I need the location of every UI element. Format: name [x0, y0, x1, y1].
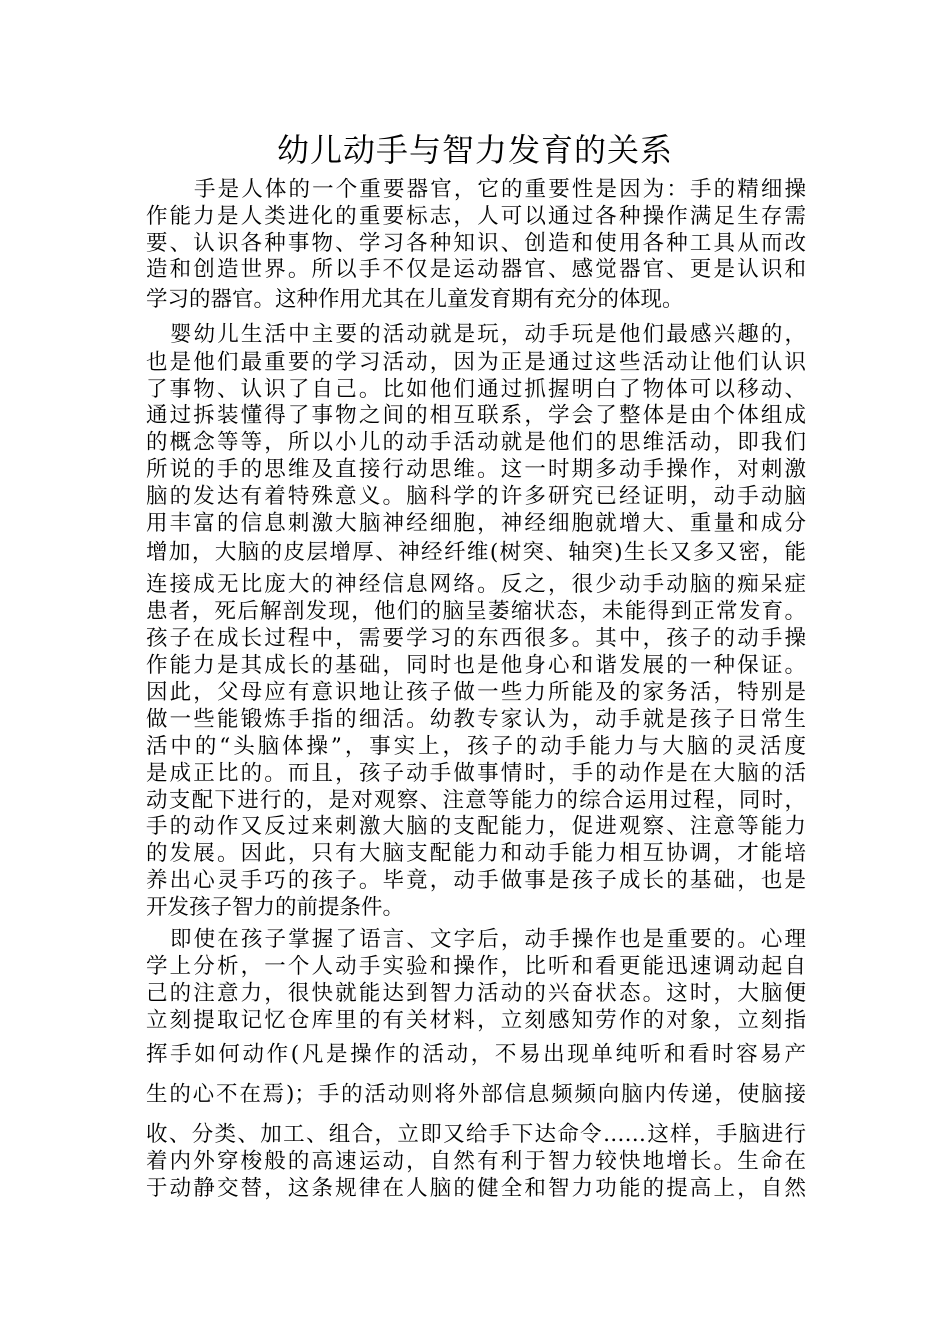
paragraph-line: 活中的“头脑体操”，事实上，孩子的动手能力与大脑的灵活度	[146, 734, 806, 759]
paragraph-line: 立刻提取记忆仓库里的有关材料，立刻感知劳作的对象，立刻指	[146, 1008, 806, 1033]
paragraph-line: 增加，大脑的皮层增厚、神经纤维(树突、轴突)生长又多又密，能	[146, 540, 806, 565]
paragraph-line: 孩子在成长过程中，需要学习的东西很多。其中，孩子的动手操	[146, 626, 806, 651]
paragraph-line: 患者，死后解剖发现，他们的脑呈萎缩状态，未能得到正常发育。	[146, 599, 806, 624]
paragraph-line: 作能力是人类进化的重要标志，人可以通过各种操作满足生存需	[146, 204, 806, 229]
paragraph-line: 收、分类、加工、组合，立即又给手下达命令……这样，手脑进行	[146, 1122, 806, 1147]
paragraph-line: 因此，父母应有意识地让孩子做一些力所能及的家务活，特别是	[146, 680, 806, 705]
paragraph-line: 做一些能锻炼手指的细活。幼教专家认为，动手就是孩子日常生	[146, 707, 806, 732]
paragraph-line: 婴幼儿生活中主要的活动就是玩，动手玩是他们最感兴趣的，	[170, 322, 806, 347]
paragraph-line: 的发展。因此，只有大脑支配能力和动手能力相互协调，才能培	[146, 841, 806, 866]
paragraph-line: 通过拆装懂得了事物之间的相互联系，学会了整体是由个体组成	[146, 403, 806, 428]
paragraph-line: 于动静交替，这条规律在人脑的健全和智力功能的提高上，自然	[146, 1176, 806, 1201]
document-title: 幼儿动手与智力发育的关系	[276, 131, 673, 169]
paragraph-line: 造和创造世界。所以手不仅是运动器官、感觉器官、更是认识和	[146, 257, 806, 282]
paragraph-line: 所说的手的思维及直接行动思维。这一时期多动手操作，对刺激	[146, 457, 806, 482]
paragraph-line: 开发孩子智力的前提条件。	[146, 895, 405, 920]
paragraph-line: 学习的器官。这种作用尤其在儿童发育期有充分的体现。	[146, 287, 684, 312]
paragraph-line: 了事物、认识了自己。比如他们通过抓握明白了物体可以移动、	[146, 377, 806, 402]
paragraph-line: 挥手如何动作(凡是操作的活动，不易出现单纯听和看时容易产	[146, 1042, 806, 1067]
paragraph-line: 作能力是其成长的基础，同时也是他身心和谐发展的一种保证。	[146, 653, 806, 678]
paragraph-line: 连接成无比庞大的神经信息网络。反之，很少动手动脑的痴呆症	[146, 572, 806, 597]
paragraph-line: 手的动作又反过来刺激大脑的支配能力，促进观察、注意等能力	[146, 814, 806, 839]
paragraph-line: 即使在孩子掌握了语言、文字后，动手操作也是重要的。心理	[170, 927, 806, 952]
paragraph-line: 己的注意力，很快就能达到智力活动的兴奋状态。这时，大脑便	[146, 981, 806, 1006]
paragraph-line: 生的心不在焉)；手的活动则将外部信息频频向脑内传递，使脑接	[146, 1082, 806, 1107]
paragraph-line: 手是人体的一个重要器官，它的重要性是因为：手的精细操	[194, 177, 806, 202]
paragraph-line: 也是他们最重要的学习活动，因为正是通过这些活动让他们认识	[146, 350, 806, 375]
paragraph-line: 动支配下进行的，是对观察、注意等能力的综合运用过程，同时，	[146, 788, 806, 813]
paragraph-line: 脑的发达有着特殊意义。脑科学的许多研究已经证明，动手动脑	[146, 484, 806, 509]
paragraph-line: 着内外穿梭般的高速运动，自然有利于智力较快地增长。生命在	[146, 1149, 806, 1174]
paragraph-line: 学上分析，一个人动手实验和操作，比听和看更能迅速调动起自	[146, 954, 806, 979]
paragraph-line: 养出心灵手巧的孩子。毕竟，动手做事是孩子成长的基础，也是	[146, 868, 806, 893]
paragraph-line: 要、认识各种事物、学习各种知识、创造和使用各种工具从而改	[146, 231, 806, 256]
paragraph-line: 是成正比的。而且，孩子动手做事情时，手的动作是在大脑的活	[146, 761, 806, 786]
paragraph-line: 的概念等等，所以小儿的动手活动就是他们的思维活动，即我们	[146, 430, 806, 455]
paragraph-line: 用丰富的信息刺激大脑神经细胞，神经细胞就增大、重量和成分	[146, 511, 806, 536]
